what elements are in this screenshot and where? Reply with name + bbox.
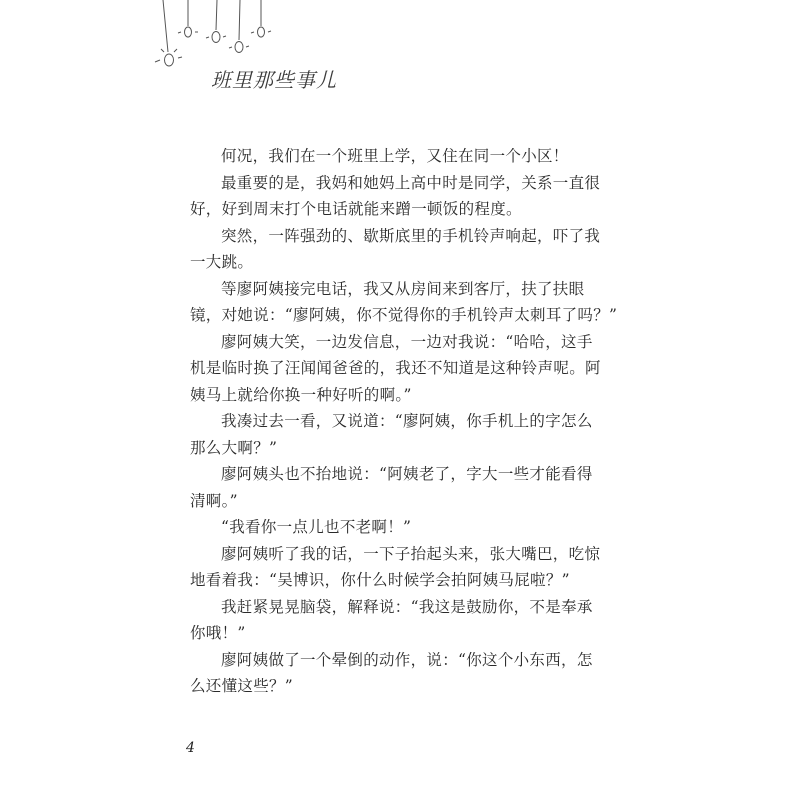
text-line: 我赶紧晃晃脑袋，解释说：“我这是鼓励你，不是奉承 xyxy=(221,597,593,616)
text-line: 机是临时换了汪闻闻爸爸的，我还不知道是这种铃声呢。阿 xyxy=(190,359,601,377)
text-line: 地看着我：“吴博识，你什么时候学会拍阿姨马屁啦？” xyxy=(190,571,570,589)
text-line: 一大跳。 xyxy=(190,253,254,271)
text-line: 廖阿姨做了一个晕倒的动作，说：“你这个小东西，怎 xyxy=(221,650,593,669)
text-line: 那么大啊？” xyxy=(190,438,278,457)
text-line: 清啊。” xyxy=(190,491,238,510)
text-line: 姨马上就给你换一种好听的啊。” xyxy=(190,385,412,404)
text-line: 廖阿姨听了我的话，一下子抬起头来，张大嘴巴，吃惊 xyxy=(221,544,601,563)
text-line: 你哦！” xyxy=(190,624,246,642)
text-line: 么还懂这些？” xyxy=(190,677,294,695)
text-line: 我凑过去一看，又说道：“廖阿姨，你手机上的字怎么 xyxy=(221,412,593,430)
text-line: 廖阿姨大笑，一边发信息，一边对我说：“哈哈，这手 xyxy=(221,332,593,351)
page-number: 4 xyxy=(186,740,195,756)
body-text xyxy=(190,143,618,700)
text-line: 好，好到周末打个电话就能来蹭一顿饭的程度。 xyxy=(190,200,522,218)
text-line: 突然，一阵强劲的、歇斯底里的手机铃声响起，吓了我 xyxy=(221,226,601,245)
text-line: 最重要的是，我妈和她妈上高中时是同学，关系一直很 xyxy=(221,173,601,192)
text-line: 镜，对她说：“廖阿姨，你不觉得你的手机铃声太刺耳了吗？” xyxy=(190,306,618,324)
text-line: “我看你一点儿也不老啊！” xyxy=(221,518,412,536)
text-line: 何况，我们在一个班里上学，又住在同一个小区！ xyxy=(221,147,569,165)
text-line: 等廖阿姨接完电话，我又从房间来到客厅，扶了扶眼 xyxy=(221,279,585,298)
running-header-title: 班里那些事儿 xyxy=(211,68,337,92)
text-line: 廖阿姨头也不抬地说：“阿姨老了，字大一些才能看得 xyxy=(221,465,593,483)
